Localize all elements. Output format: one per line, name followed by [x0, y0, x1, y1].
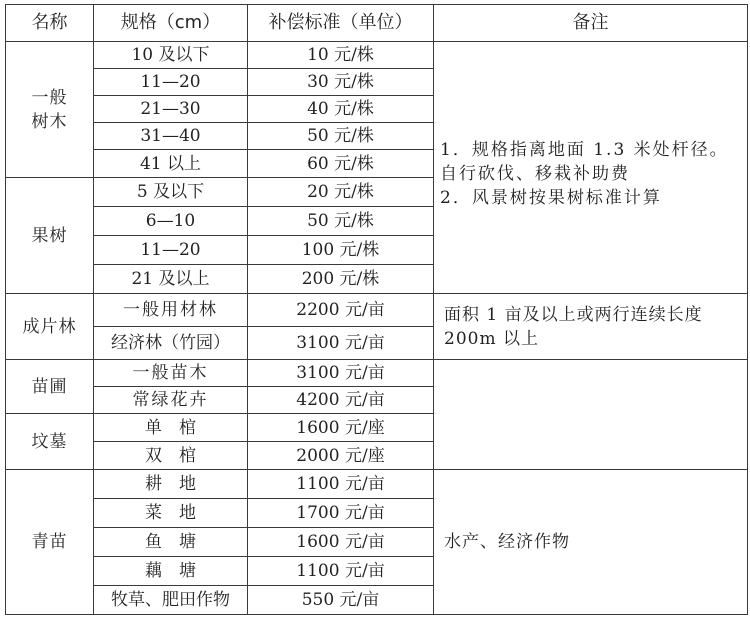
- spec-cell: 鱼 塘: [94, 528, 248, 557]
- rate-cell: 20 元/株: [248, 178, 434, 207]
- rate-cell: 50 元/株: [248, 123, 434, 150]
- spec-cell: 菜 地: [94, 499, 248, 528]
- rate-cell: 1100 元/亩: [248, 557, 434, 586]
- rate-cell: 3100 元/亩: [248, 360, 434, 387]
- spec-cell: 10 及以下: [94, 42, 248, 69]
- rate-cell: 60 元/株: [248, 150, 434, 178]
- rate-cell: 1600 元/亩: [248, 528, 434, 557]
- rate-cell: 50 元/株: [248, 207, 434, 236]
- rate-cell: 40 元/株: [248, 96, 434, 123]
- category-cell: 果树: [6, 178, 94, 294]
- spec-cell: 11—20: [94, 236, 248, 265]
- rate-cell: 3100 元/亩: [248, 327, 434, 360]
- category-cell: 成片林: [6, 294, 94, 360]
- spec-cell: 21 及以上: [94, 265, 248, 294]
- rate-cell: 1100 元/亩: [248, 470, 434, 499]
- rate-cell: 1700 元/亩: [248, 499, 434, 528]
- header-notes: 备注: [434, 5, 748, 42]
- spec-cell: 31—40: [94, 123, 248, 150]
- spec-cell: 6—10: [94, 207, 248, 236]
- spec-cell: 一般苗木: [94, 360, 248, 387]
- spec-cell: 经济林（竹园）: [94, 327, 248, 360]
- rate-cell: 550 元/亩: [248, 586, 434, 615]
- header-spec: 规格（cm）: [94, 5, 248, 42]
- category-cell: 坟墓: [6, 414, 94, 470]
- notes-cell-crops: 水产、经济作物: [434, 470, 748, 615]
- spec-cell: 单 棺: [94, 414, 248, 442]
- category-name: 一般树木: [31, 87, 68, 132]
- spec-cell: 41 以上: [94, 150, 248, 178]
- rate-cell: 10 元/株: [248, 42, 434, 69]
- header-name: 名称: [6, 5, 94, 42]
- spec-cell: 牧草、肥田作物: [94, 586, 248, 615]
- table-row: [6, 470, 748, 499]
- spec-cell: 一般用材林: [94, 294, 248, 327]
- spec-cell: 5 及以下: [94, 178, 248, 207]
- header-rate: 补偿标准（单位）: [248, 5, 434, 42]
- header-row: [6, 5, 748, 42]
- notes-cell-trees: 1．规格指离地面 1.3 米处杆径。自行砍伐、移栽补助费 2．风景树按果树标准计算: [434, 42, 748, 294]
- rate-cell: 2000 元/座: [248, 442, 434, 470]
- category-cell: 青苗: [6, 470, 94, 615]
- notes-cell-forest: 面积 1 亩及以上或两行连续长度 200m 以上: [434, 294, 748, 360]
- table-row: [6, 294, 748, 327]
- table-row: [6, 42, 748, 69]
- spec-cell: 双 棺: [94, 442, 248, 470]
- rate-cell: 30 元/株: [248, 69, 434, 96]
- spec-cell: 21—30: [94, 96, 248, 123]
- notes-cell-nursery: [434, 360, 748, 470]
- rate-cell: 2200 元/亩: [248, 294, 434, 327]
- category-cell: 苗圃: [6, 360, 94, 414]
- spec-cell: 常绿花卉: [94, 387, 248, 414]
- compensation-table: [5, 4, 748, 615]
- spec-cell: 藕 塘: [94, 557, 248, 586]
- rate-cell: 100 元/株: [248, 236, 434, 265]
- rate-cell: 1600 元/座: [248, 414, 434, 442]
- rate-cell: 4200 元/亩: [248, 387, 434, 414]
- spec-cell: 11—20: [94, 69, 248, 96]
- category-cell: [6, 42, 94, 178]
- spec-cell: 耕 地: [94, 470, 248, 499]
- compensation-table-wrapper: [5, 4, 748, 615]
- rate-cell: 200 元/株: [248, 265, 434, 294]
- table-row: [6, 360, 748, 387]
